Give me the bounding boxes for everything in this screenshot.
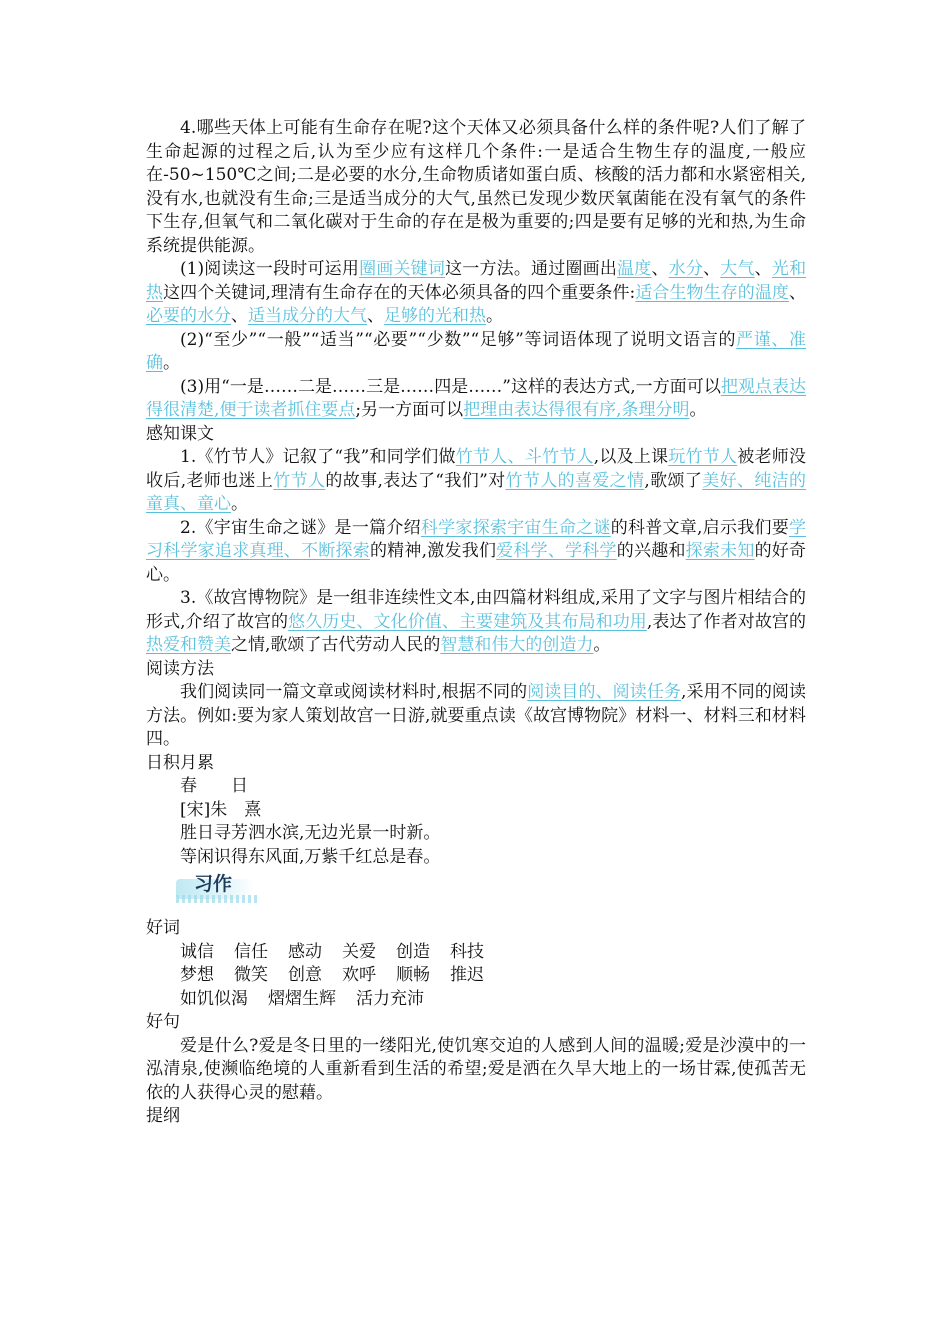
poem-line: 等闲识得东风面,万紫千红总是春。 — [180, 846, 441, 867]
q3-text: ;另一方面可以 — [355, 400, 464, 420]
separator: 、 — [231, 306, 248, 326]
word-row — [146, 964, 806, 988]
poem-author: [宋]朱 熹 — [180, 799, 262, 820]
k3-text: 。 — [593, 635, 611, 655]
word: 微笑 — [234, 965, 268, 985]
word: 信任 — [234, 941, 268, 962]
answer-blank: 温度 — [617, 259, 652, 279]
answer-blank: 圈画关键词 — [359, 259, 446, 279]
word: 创造 — [396, 941, 430, 962]
section-heading: 日积月累 — [146, 752, 214, 773]
answer-blank: 光和热 — [146, 259, 807, 303]
answer-blank: 竹节人、斗竹节人 — [455, 447, 594, 467]
word: 活力充沛 — [356, 988, 424, 1009]
answer-blank: 悠久历史、文化价值、主要建筑及其布局和功用 — [288, 611, 647, 632]
question-3 — [146, 376, 806, 423]
answer-blank: 必要的水分 — [146, 306, 231, 326]
word: 诚信 — [180, 941, 214, 962]
answer-blank: 玩竹节人 — [668, 447, 738, 467]
answer-blank: 美好、纯洁的童真、童心 — [146, 470, 807, 514]
word: 欢呼 — [342, 965, 376, 985]
k2-text: 2.《宇宙生命之谜》是一篇介绍 — [180, 517, 421, 538]
word: 科技 — [450, 941, 484, 962]
separator: 、 — [754, 259, 772, 279]
poem — [146, 775, 806, 869]
k1-text: ,以及上课 — [593, 447, 669, 467]
question-1 — [146, 258, 806, 329]
k3-text: ,表达了作者对故宫的 — [646, 611, 806, 632]
answer-blank: 适当成分的大气 — [248, 306, 367, 326]
section-heading: 提纲 — [146, 1106, 180, 1126]
answer-blank: 阅读目的、阅读任务 — [527, 682, 681, 702]
answer-blank: 竹节人的喜爱之情 — [505, 470, 645, 491]
q1-text: 这一方法。通过圈画出 — [445, 259, 618, 279]
q1-text: 。 — [486, 306, 503, 326]
answer-blank: 竹节人 — [273, 470, 326, 491]
section-heading: 感知课文 — [146, 423, 214, 444]
q1-text: 这四个关键词,理清有生命存在的天体必须具备的四个重要条件: — [163, 282, 636, 303]
k3-text: 3.《故宫博物院》是一组非连续性文本,由四篇材料组成,采用了文字与图片相结合的形式,介绍了故宫的 — [146, 588, 806, 632]
answer-blank: 把观点表达得很清楚,便于读者抓住要点 — [146, 376, 806, 420]
answer-blank: 爱科学、学科学 — [496, 541, 617, 561]
answer-blank: 严谨、准确 — [146, 329, 807, 373]
q1-text: (1)阅读这一段时可运用 — [180, 259, 360, 279]
word: 如饥似渴 — [180, 988, 248, 1009]
word: 推迟 — [450, 965, 484, 985]
word-row — [146, 941, 806, 965]
poem-line: 胜日寻芳泗水滨,无边光景一时新。 — [180, 823, 441, 843]
k2-text: 的科普文章,启示我们要 — [610, 517, 789, 538]
word: 顺畅 — [396, 965, 430, 985]
section-heading: 好句 — [146, 1012, 180, 1032]
q2-text: (2)“至少”“一般”“适当”“必要”“少数”“足够”等词语体现了说明文语言的 — [180, 329, 737, 350]
separator: 、 — [789, 282, 806, 303]
q3-text: 。 — [689, 400, 707, 420]
word: 关爱 — [342, 941, 376, 962]
summary-3 — [146, 587, 806, 658]
k2-text: 的兴趣和 — [616, 541, 686, 561]
q2-text: 。 — [163, 353, 180, 373]
word: 梦想 — [180, 965, 214, 985]
answer-blank: 适合生物生存的温度 — [635, 282, 789, 303]
k1-text: 的故事,表达了“我们”对 — [325, 470, 506, 491]
answer-blank: 把理由表达得很有序,条理分明 — [463, 400, 690, 420]
question-2 — [146, 329, 806, 376]
answer-blank: 智慧和伟大的创造力 — [440, 635, 594, 655]
separator: 、 — [703, 259, 721, 279]
good-sentence: 爱是什么?爱是冬日里的一缕阳光,使饥寒交迫的人感到人间的温暖;爱是沙漠中的一泓清泉,使濒临绝境的人重新看到生活的希望;爱是洒在久旱大地上的一场甘霖,使孤苦无依的人获得心灵的慰藉。 — [146, 1035, 806, 1103]
poem-title: 春 日 — [180, 776, 248, 796]
banner-label: 习作 — [194, 873, 233, 895]
k1-text: 。 — [231, 494, 248, 514]
word-row — [146, 988, 806, 1012]
k3-text: 之情,歌颂了古代劳动人民的 — [231, 635, 441, 655]
word: 创意 — [288, 965, 322, 985]
separator: 、 — [367, 306, 384, 326]
summary-1 — [146, 446, 806, 517]
k2-text: 的精神,激发我们 — [369, 541, 497, 561]
k1-text: ,歌颂了 — [644, 470, 703, 491]
summary-2 — [146, 517, 806, 588]
word: 熠熠生辉 — [268, 988, 336, 1009]
k1-text: 1.《竹节人》记叙了“我”和同学们做 — [180, 447, 456, 467]
answer-blank: 足够的光和热 — [384, 306, 486, 326]
k1-text: 被老师没收后,老师也迷上 — [146, 447, 807, 491]
answer-blank: 水分 — [668, 259, 704, 279]
method-text: ,采用不同的阅读方法。例如:要为家人策划故宫一日游,就要重点读《故宫博物院》材料一、材料三和材料四。 — [146, 682, 807, 749]
word: 感动 — [288, 941, 322, 962]
paragraph-4: 4.哪些天体上可能有生命存在呢?这个天体又必须具备什么样的条件呢?人们了解了生命起源的过程之后,认为至少应有这样几个条件:一是适合生物生存的温度,一般应在-50~150℃之间;二是必要的水分,生命物质诸如蛋白质、核酸的活力都和水紧密相关,没有水,也就没有生命;三是适当成分的大气,虽然已发现少数厌氧菌能在没有氧气的条件下生存,但氧气和二氧化碳对于生命的存在是极为重要的;四是要有足够的光和热,为生命系统提供能源。 — [146, 118, 806, 256]
section-heading: 好词 — [146, 918, 180, 938]
section-heading: 阅读方法 — [146, 658, 214, 679]
document-page — [146, 117, 806, 1129]
method-text: 我们阅读同一篇文章或阅读材料时,根据不同的 — [180, 682, 528, 702]
answer-blank: 热爱和赞美 — [146, 635, 231, 655]
answer-blank: 学习科学家追求真理、不断探索 — [146, 517, 806, 561]
k2-text: 的好奇心。 — [146, 541, 807, 585]
answer-blank: 大气 — [720, 259, 755, 279]
answer-blank: 探索未知 — [685, 541, 755, 561]
q3-text: (3)用“一是……二是……三是……四是……”这样的表达方式,一方面可以 — [180, 376, 721, 397]
section-banner — [176, 871, 806, 917]
separator: 、 — [651, 259, 669, 279]
reading-method — [146, 681, 806, 752]
answer-blank: 科学家探索宇宙生命之谜 — [420, 517, 611, 538]
